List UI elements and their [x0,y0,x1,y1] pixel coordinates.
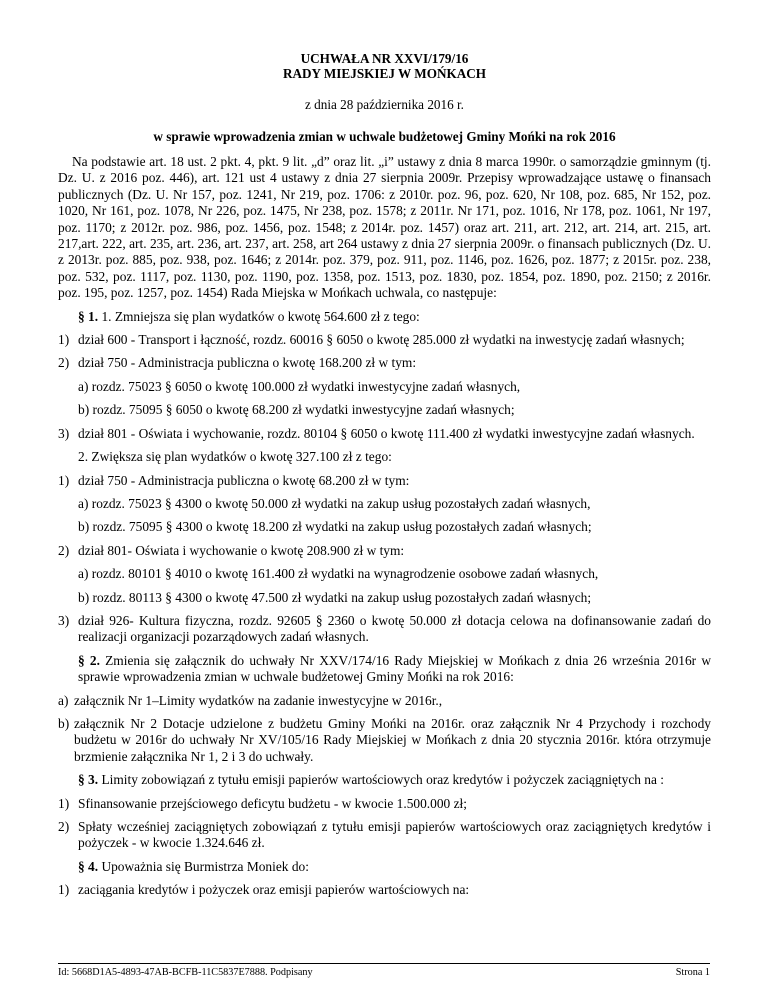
sub-item: a) rozdz. 75023 § 6050 o kwotę 100.000 zł wydatki inwestycyjne zadań własnych, [78,378,521,394]
list-item: a) załącznik Nr 1–Limity wydatków na zadanie inwestycyjne w 2016r., [58,692,443,708]
sub-item: b) rozdz. 75095 § 6050 o kwotę 68.200 zł wydatki inwestycyjne zadań własnych; [78,402,515,418]
sub-item: b) rozdz. 80113 § 4300 o kwotę 47.500 zł wydatki na zakup usług pozostałych zadań własnych; [78,589,592,605]
list-item: 1) dział 600 - Transport i łączność, rozdz. 60016 § 6050 o kwotę 285.000 zł wydatki na inwestycję zadań własnych; [58,332,685,348]
sub-item: a) rozdz. 75023 § 4300 o kwotę 50.000 zł wydatki na zakup usług pozostałych zadań własnych, [78,495,591,511]
list-item: 1) dział 750 - Administracja publiczna o kwotę 68.200 zł w tym: [58,472,410,488]
resolution-date: z dnia 28 października 2016 r. [305,97,464,112]
page-footer [58,963,710,978]
list-item: 3) dział 926- Kultura fizyczna, rozdz. 92605 § 2360 o kwotę 50.000 zł dotacja celowa na dofinansowanie zadań do realizacji organizacji pozarządowych zadań własnych. [58,612,711,645]
preamble: Na podstawie art. 18 ust. 2 pkt. 4, pkt. 9 lit. „d” oraz lit. „i” ustawy z dnia 8 marca 1990r. o samorządzie gminnym (tj. Dz. U. z 2016 poz. 446), art. 121 ust 4 ustawy z dnia 27 sierpnia 2009r. Przepisy wprowadzające ustawę o finansach publicznych (Dz. U. Nr 157, poz. 1241, Nr 219, poz. 1706: z 2010r. poz. 96, poz. 620, Nr 108, poz. 685, Nr 152, poz. 1020, Nr 161, poz. 1078, Nr 226, poz. 1475, Nr 238, poz. 1578; z 2011r. Nr 171, poz. 1016, Nr 178, poz. 1061, Nr 197, poz. 1170; z 2012r. poz. 986, poz. 1456, poz. 1548; z 2014r. poz. 1457) oraz art. 211, art. 212, art. 214, art. 215, art. 217,art. 222, art. 235, art. 236, art. 237, art. 258, art 264 ustawy z dnia 27 sierpnia 2009r. o finansach publicznych (Dz. U. z 2013r. poz. 885, poz. 938, poz. 1646; z 2014r. poz. 379, poz. 911, poz. 1146, poz. 1626, poz. 1877; z 2015r. poz. 238, poz. 532, poz. 1117, poz. 1130, poz. 1190, poz. 1358, poz. 1513, poz. 1830, poz. 1854, poz. 1890, poz. 2150; z 2016r. poz. 195, poz. 1257, poz. 1454) Rada Miejska w Mońkach uchwala, co następuje: [58,154,711,301]
section-3-mark: § 3. [78,772,99,788]
sub-item: b) rozdz. 75095 § 4300 o kwotę 18.200 zł wydatki na zakup usług pozostałych zadań własnych; [78,519,592,535]
section-4-text: Upoważnia się Burmistrza Moniek do: [98,858,309,874]
council-name: RADY MIEJSKIEJ W MOŃKACH [282,66,487,81]
section-4-mark: § 4. [78,858,99,874]
list-item: 2) Spłaty wcześniej zaciągniętych zobowiązań z tytułu emisji papierów wartościowych oraz zaciągniętych kredytów i pożyczek - w kwocie 1.324.646 zł. [58,819,711,851]
section-4 [58,859,711,875]
section-1 [58,309,711,325]
section-3-text: Limity zobowiązań z tytułu emisji papierów wartościowych oraz kredytów i pożyczek zaciągniętych na : [98,772,665,788]
section-2-text: Zmienia się załącznik do uchwały Nr XXV/174/16 Rady Miejskiej w Mońkach z dnia 26 września 2016r w sprawie wprowadzenia zmian w uchwale budżetowej Gminy Mońki na rok 2016: [78,652,711,685]
document-body [58,154,711,906]
sub-item: a) rozdz. 80101 § 4010 o kwotę 161.400 zł wydatki na wynagrodzenie osobowe zadań własnych, [78,566,599,582]
section-1-part-2: 2. Zwiększa się plan wydatków o kwotę 327.100 zł z tego: [78,449,392,465]
list-item: 3) dział 801 - Oświata i wychowanie, rozdz. 80104 § 6050 o kwotę 111.400 zł wydatki inwestycyjne zadań własnych. [58,425,695,441]
section-1-mark: § 1. [78,308,99,324]
document-id: Id: 5668D1A5-4893-47AB-BCFB-11C5837E7888. Podpisany [58,967,313,978]
section-2 [58,653,711,686]
section-2-mark: § 2. [78,652,100,668]
list-item: 1) Sfinansowanie przejściowego deficytu budżetu - w kwocie 1.500.000 zł; [58,795,467,811]
section-1-intro: 1. Zmniejsza się plan wydatków o kwotę 564.600 zł z tego: [98,308,420,324]
list-item: 1) zaciągania kredytów i pożyczek oraz emisji papierów wartościowych na: [58,882,470,898]
resolution-number: UCHWAŁA NR XXVI/179/16 [300,51,469,66]
list-item: b) załącznik Nr 2 Dotacje udzielone z budżetu Gminy Mońki na 2016r. oraz załącznik Nr 4 Przychody i rozchody budżetu w 2016r do uchwały Nr XV/105/16 Rady Miejskiej w Mońkach z dnia 20 stycznia 2016r. która otrzymuje brzmienie załącznika Nr 1, 2 i 3 do uchwały. [58,715,711,764]
page-number: Strona 1 [675,967,710,978]
list-item: 2) dział 750 - Administracja publiczna o kwotę 168.200 zł w tym: [58,355,417,371]
list-item: 2) dział 801- Oświata i wychowanie o kwotę 208.900 zł w tym: [58,542,405,558]
resolution-subject: w sprawie wprowadzenia zmian w uchwale budżetowej Gminy Mońki na rok 2016 [153,129,616,144]
section-3 [58,772,711,788]
